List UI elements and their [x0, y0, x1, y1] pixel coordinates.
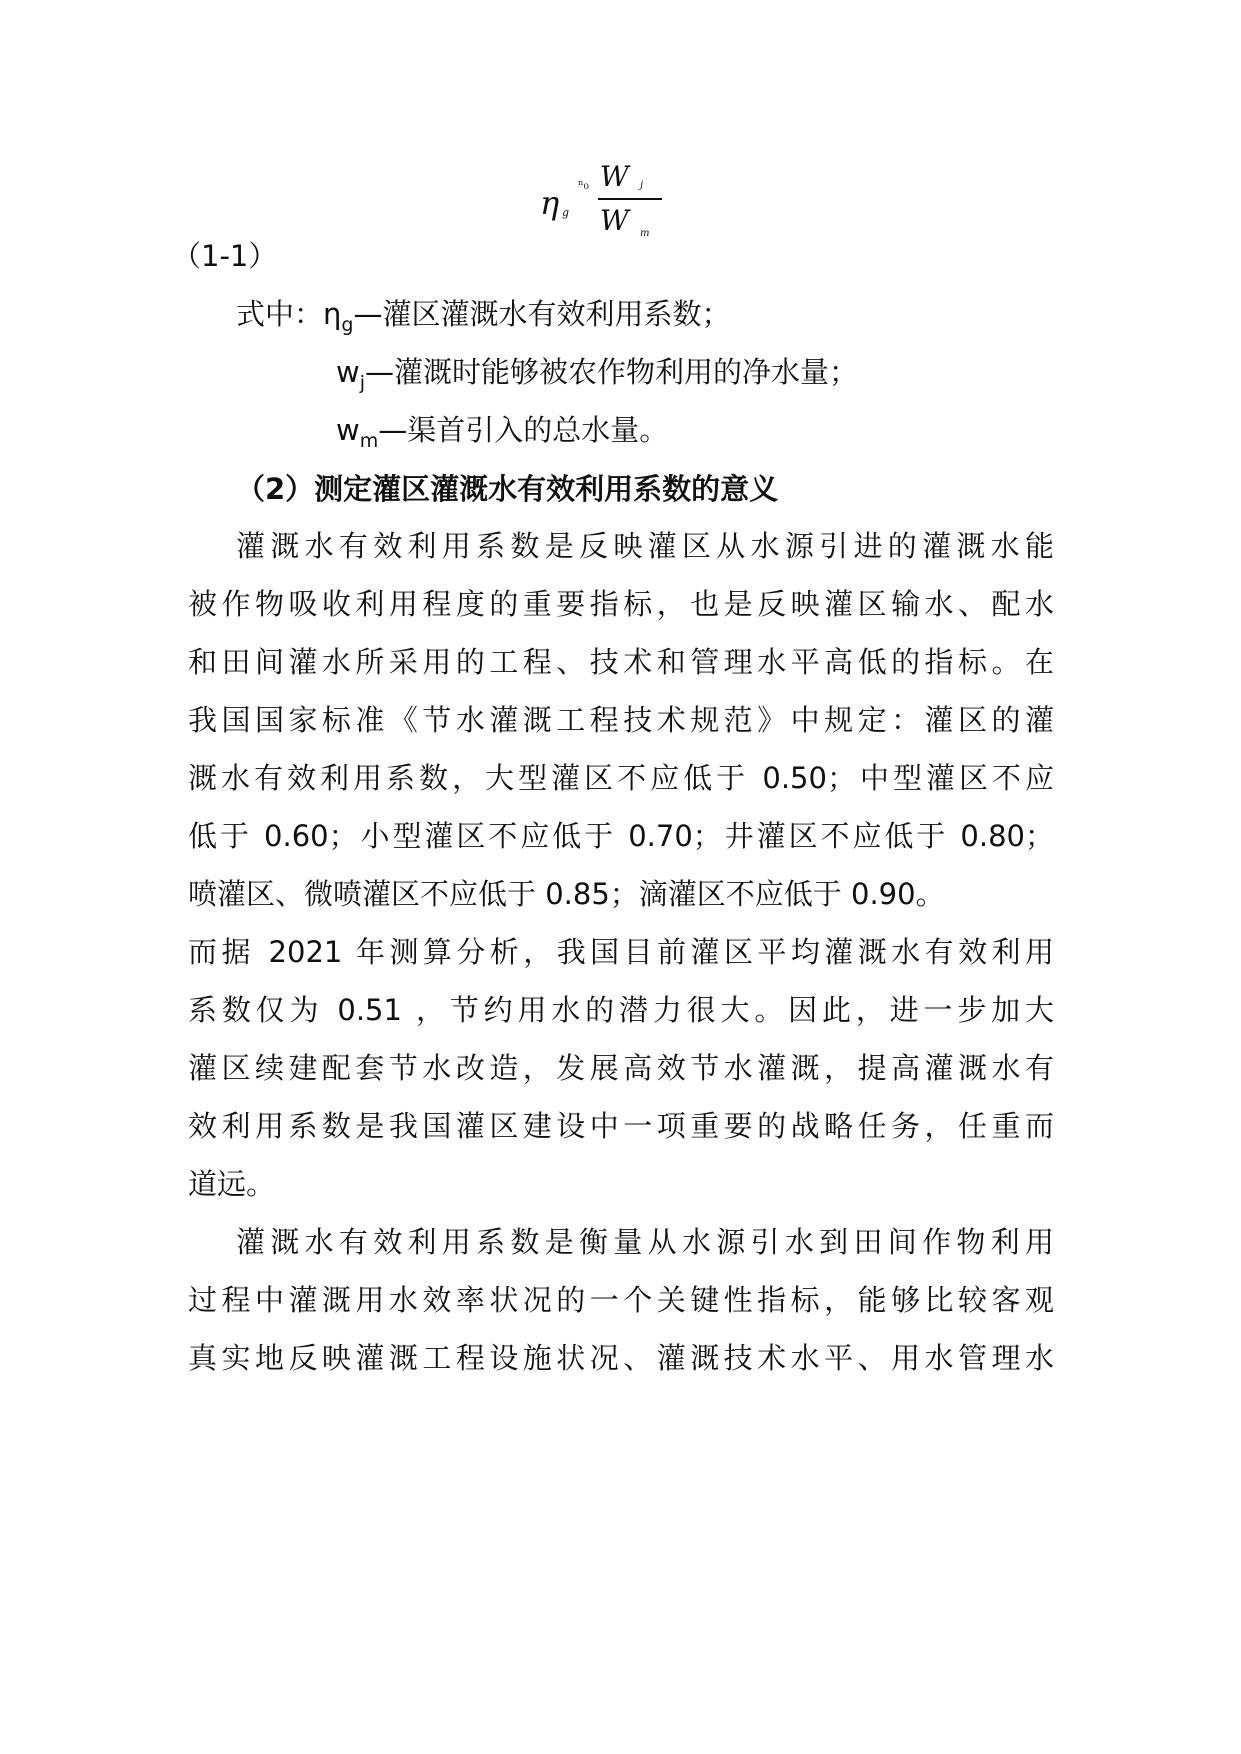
formula-eta-subscript: g — [562, 206, 570, 219]
paragraph-line: 灌溉水有效利用系数是衡量从水源引水到田间作物利用 — [236, 1225, 1054, 1259]
definition-wj-text: —灌溉时能够被农作物利用的净水量； — [365, 355, 859, 389]
definition-wm-line — [336, 410, 668, 454]
paragraph-line: 被作物吸收利用程度的重要指标，也是反映灌区输水、配水 — [188, 587, 1054, 621]
definition-wj-symbol: w — [336, 355, 360, 389]
paragraph-line: 灌区续建配套节水改造，发展高效节水灌溉，提高灌溉水有 — [188, 1051, 1054, 1085]
definition-wm-text: —渠首引入的总水量。 — [378, 413, 669, 447]
definition-eta-subscript: g — [341, 314, 354, 336]
paragraph-line: 系数仅为 0.51 ，节约用水的潜力很大。因此，进一步加大 — [188, 993, 1054, 1027]
formula-numerator-subscript: j — [640, 180, 644, 191]
section-heading: （2）测定灌区灌溉水有效利用系数的意义 — [236, 472, 779, 506]
definition-eta-text: —灌区灌溉水有效利用系数； — [353, 297, 731, 331]
definition-eta-intro: 式中：η — [236, 297, 342, 331]
definition-wj-line — [336, 352, 858, 396]
paragraph-line: 真实地反映灌溉工程设施状况、灌溉技术水平、用水管理水 — [188, 1341, 1054, 1375]
definition-eta-line — [236, 294, 730, 338]
formula-numerator: W — [600, 160, 629, 193]
paragraph-line: 过程中灌溉用水效率状况的一个关键性指标，能够比较客观 — [188, 1283, 1054, 1317]
formula-denominator: W — [600, 204, 629, 237]
definition-wj-subscript: j — [359, 372, 365, 394]
paragraph-line: 灌溉水有效利用系数是反映灌区从水源引进的灌溉水能 — [236, 529, 1054, 563]
definition-wm-symbol: w — [336, 413, 360, 447]
formula-denominator-subscript: m — [640, 228, 650, 239]
formula-eta: η — [540, 184, 560, 222]
fraction-bar — [598, 198, 662, 200]
paragraph-line: 我国国家标准《节水灌溉工程技术规范》中规定：灌区的灌 — [188, 703, 1054, 737]
paragraph-line: 效利用系数是我国灌区建设中一项重要的战略任务，任重而 — [188, 1109, 1054, 1143]
definition-wm-subscript: m — [359, 430, 379, 452]
paragraph-line: 低于 0.60；小型灌区不应低于 0.70；井灌区不应低于 0.80； — [188, 819, 1054, 853]
equation-number: （1-1） — [172, 239, 278, 273]
efficiency-formula — [540, 160, 670, 240]
paragraph-line: 溉水有效利用系数，大型灌区不应低于 0.50；中型灌区不应 — [188, 761, 1054, 795]
formula-relation-sign: ⁿ₀ — [578, 178, 589, 193]
paragraph-line: 和田间灌水所采用的工程、技术和管理水平高低的指标。在 — [188, 645, 1054, 679]
paragraph-line: 喷灌区、微喷灌区不应低于 0.85；滴灌区不应低于 0.90。 — [188, 877, 945, 911]
paragraph-line: 道远。 — [188, 1167, 276, 1201]
paragraph-line: 而据 2021 年测算分析，我国目前灌区平均灌溉水有效利用 — [188, 935, 1054, 969]
